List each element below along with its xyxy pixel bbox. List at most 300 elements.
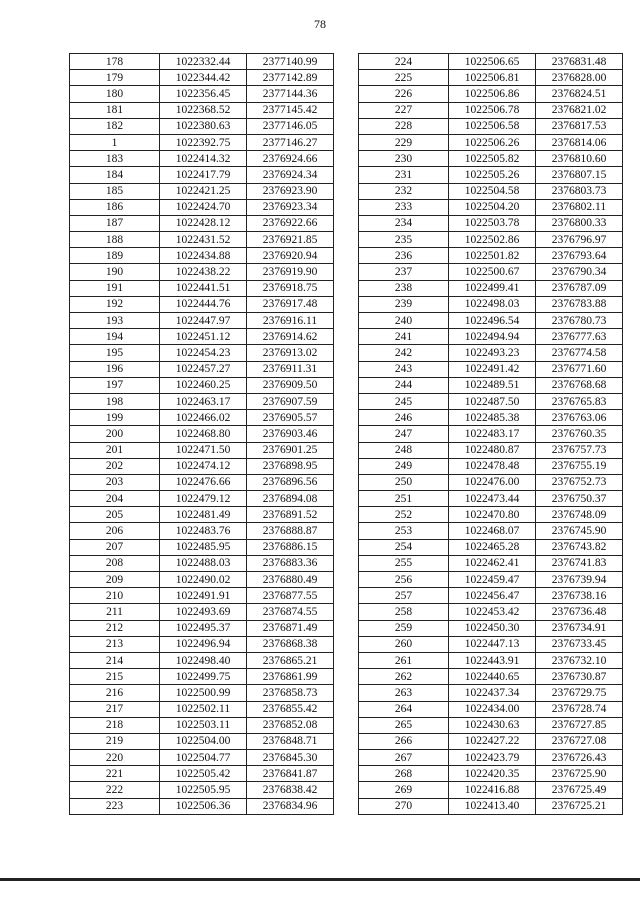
y-coordinate-cell: 2376911.31 [247, 361, 334, 377]
x-coordinate-cell: 1022476.00 [449, 474, 536, 490]
table-row [359, 199, 623, 215]
point-number-cell: 254 [359, 539, 449, 555]
y-coordinate-cell: 2377146.27 [247, 134, 334, 150]
table-row [70, 296, 334, 312]
coordinates-table-right [358, 53, 623, 815]
y-coordinate-cell: 2376738.16 [536, 588, 623, 604]
point-number-cell: 178 [70, 54, 160, 70]
point-number-cell: 243 [359, 361, 449, 377]
table-row [70, 507, 334, 523]
point-number-cell: 220 [70, 750, 160, 766]
table-row [70, 377, 334, 393]
point-number-cell: 258 [359, 604, 449, 620]
y-coordinate-cell: 2376901.25 [247, 442, 334, 458]
point-number-cell: 267 [359, 750, 449, 766]
point-number-cell: 212 [70, 620, 160, 636]
y-coordinate-cell: 2376868.38 [247, 636, 334, 652]
point-number-cell: 211 [70, 604, 160, 620]
table-row [359, 701, 623, 717]
y-coordinate-cell: 2376855.42 [247, 701, 334, 717]
point-number-cell: 180 [70, 86, 160, 102]
y-coordinate-cell: 2376780.73 [536, 313, 623, 329]
x-coordinate-cell: 1022463.17 [160, 393, 247, 409]
x-coordinate-cell: 1022502.11 [160, 701, 247, 717]
table-row [70, 232, 334, 248]
y-coordinate-cell: 2376807.15 [536, 167, 623, 183]
x-coordinate-cell: 1022487.50 [449, 393, 536, 409]
table-row [70, 636, 334, 652]
x-coordinate-cell: 1022344.42 [160, 70, 247, 86]
table-row [359, 377, 623, 393]
point-number-cell: 237 [359, 264, 449, 280]
y-coordinate-cell: 2376918.75 [247, 280, 334, 296]
table-row [359, 313, 623, 329]
table-row [359, 410, 623, 426]
y-coordinate-cell: 2376817.53 [536, 118, 623, 134]
y-coordinate-cell: 2376909.50 [247, 377, 334, 393]
table-row [70, 766, 334, 782]
x-coordinate-cell: 1022500.99 [160, 685, 247, 701]
y-coordinate-cell: 2376787.09 [536, 280, 623, 296]
point-number-cell: 205 [70, 507, 160, 523]
x-coordinate-cell: 1022473.44 [449, 491, 536, 507]
bottom-rule [0, 878, 640, 881]
y-coordinate-cell: 2376919.90 [247, 264, 334, 280]
table-row [359, 102, 623, 118]
x-coordinate-cell: 1022470.80 [449, 507, 536, 523]
y-coordinate-cell: 2376725.21 [536, 798, 623, 814]
table-row [359, 685, 623, 701]
table-row [359, 669, 623, 685]
table-row [359, 750, 623, 766]
table-row [359, 474, 623, 490]
point-number-cell: 188 [70, 232, 160, 248]
table-row [359, 458, 623, 474]
table-row [359, 588, 623, 604]
x-coordinate-cell: 1022451.12 [160, 329, 247, 345]
y-coordinate-cell: 2376730.87 [536, 669, 623, 685]
y-coordinate-cell: 2376905.57 [247, 410, 334, 426]
y-coordinate-cell: 2376874.55 [247, 604, 334, 620]
point-number-cell: 187 [70, 215, 160, 231]
table-row [359, 652, 623, 668]
y-coordinate-cell: 2376923.90 [247, 183, 334, 199]
y-coordinate-cell: 2376858.73 [247, 685, 334, 701]
y-coordinate-cell: 2376861.99 [247, 669, 334, 685]
x-coordinate-cell: 1022506.65 [449, 54, 536, 70]
y-coordinate-cell: 2376757.73 [536, 442, 623, 458]
point-number-cell: 242 [359, 345, 449, 361]
point-number-cell: 206 [70, 523, 160, 539]
point-number-cell: 201 [70, 442, 160, 458]
point-number-cell: 198 [70, 393, 160, 409]
x-coordinate-cell: 1022500.67 [449, 264, 536, 280]
y-coordinate-cell: 2376898.95 [247, 458, 334, 474]
x-coordinate-cell: 1022460.25 [160, 377, 247, 393]
table-row [70, 134, 334, 150]
point-number-cell: 263 [359, 685, 449, 701]
point-number-cell: 223 [70, 798, 160, 814]
x-coordinate-cell: 1022498.03 [449, 296, 536, 312]
y-coordinate-cell: 2376732.10 [536, 652, 623, 668]
x-coordinate-cell: 1022416.88 [449, 782, 536, 798]
x-coordinate-cell: 1022466.02 [160, 410, 247, 426]
x-coordinate-cell: 1022431.52 [160, 232, 247, 248]
x-coordinate-cell: 1022447.97 [160, 313, 247, 329]
y-coordinate-cell: 2376824.51 [536, 86, 623, 102]
point-number-cell: 186 [70, 199, 160, 215]
y-coordinate-cell: 2376831.48 [536, 54, 623, 70]
y-coordinate-cell: 2376814.06 [536, 134, 623, 150]
x-coordinate-cell: 1022437.34 [449, 685, 536, 701]
point-number-cell: 221 [70, 766, 160, 782]
y-coordinate-cell: 2376725.90 [536, 766, 623, 782]
table-row [359, 54, 623, 70]
point-number-cell: 235 [359, 232, 449, 248]
table-row [70, 750, 334, 766]
table-row [359, 555, 623, 571]
table-row [359, 620, 623, 636]
x-coordinate-cell: 1022503.78 [449, 215, 536, 231]
table-row [359, 183, 623, 199]
y-coordinate-cell: 2376741.83 [536, 555, 623, 571]
table-row [359, 118, 623, 134]
x-coordinate-cell: 1022456.47 [449, 588, 536, 604]
x-coordinate-cell: 1022476.66 [160, 474, 247, 490]
point-number-cell: 183 [70, 151, 160, 167]
y-coordinate-cell: 2376760.35 [536, 426, 623, 442]
table-row [70, 102, 334, 118]
x-coordinate-cell: 1022493.23 [449, 345, 536, 361]
y-coordinate-cell: 2376771.60 [536, 361, 623, 377]
x-coordinate-cell: 1022453.42 [449, 604, 536, 620]
y-coordinate-cell: 2376903.46 [247, 426, 334, 442]
table-row [70, 118, 334, 134]
y-coordinate-cell: 2376774.58 [536, 345, 623, 361]
y-coordinate-cell: 2376923.34 [247, 199, 334, 215]
x-coordinate-cell: 1022495.37 [160, 620, 247, 636]
y-coordinate-cell: 2376802.11 [536, 199, 623, 215]
table-row [70, 280, 334, 296]
y-coordinate-cell: 2376821.02 [536, 102, 623, 118]
point-number-cell: 268 [359, 766, 449, 782]
y-coordinate-cell: 2376888.87 [247, 523, 334, 539]
x-coordinate-cell: 1022468.07 [449, 523, 536, 539]
y-coordinate-cell: 2376745.90 [536, 523, 623, 539]
y-coordinate-cell: 2376796.97 [536, 232, 623, 248]
point-number-cell: 257 [359, 588, 449, 604]
point-number-cell: 199 [70, 410, 160, 426]
table-row [359, 766, 623, 782]
point-number-cell: 262 [359, 669, 449, 685]
point-number-cell: 241 [359, 329, 449, 345]
x-coordinate-cell: 1022490.02 [160, 572, 247, 588]
point-number-cell: 181 [70, 102, 160, 118]
x-coordinate-cell: 1022506.86 [449, 86, 536, 102]
point-number-cell: 222 [70, 782, 160, 798]
x-coordinate-cell: 1022417.79 [160, 167, 247, 183]
point-number-cell: 182 [70, 118, 160, 134]
point-number-cell: 250 [359, 474, 449, 490]
y-coordinate-cell: 2376728.74 [536, 701, 623, 717]
table-row [70, 798, 334, 814]
y-coordinate-cell: 2376752.73 [536, 474, 623, 490]
point-number-cell: 209 [70, 572, 160, 588]
table-row [359, 296, 623, 312]
x-coordinate-cell: 1022447.13 [449, 636, 536, 652]
point-number-cell: 189 [70, 248, 160, 264]
table-row [359, 280, 623, 296]
x-coordinate-cell: 1022414.32 [160, 151, 247, 167]
x-coordinate-cell: 1022485.38 [449, 410, 536, 426]
point-number-cell: 196 [70, 361, 160, 377]
point-number-cell: 184 [70, 167, 160, 183]
y-coordinate-cell: 2376725.49 [536, 782, 623, 798]
x-coordinate-cell: 1022506.36 [160, 798, 247, 814]
table-row [70, 782, 334, 798]
y-coordinate-cell: 2376917.48 [247, 296, 334, 312]
y-coordinate-cell: 2376734.91 [536, 620, 623, 636]
table-row [70, 491, 334, 507]
x-coordinate-cell: 1022504.77 [160, 750, 247, 766]
table-row [70, 620, 334, 636]
point-number-cell: 270 [359, 798, 449, 814]
table-row [359, 491, 623, 507]
table-row [70, 701, 334, 717]
point-number-cell: 208 [70, 555, 160, 571]
x-coordinate-cell: 1022434.00 [449, 701, 536, 717]
x-coordinate-cell: 1022483.17 [449, 426, 536, 442]
point-number-cell: 244 [359, 377, 449, 393]
table-row [70, 264, 334, 280]
table-row [359, 215, 623, 231]
y-coordinate-cell: 2376852.08 [247, 717, 334, 733]
x-coordinate-cell: 1022496.54 [449, 313, 536, 329]
x-coordinate-cell: 1022506.78 [449, 102, 536, 118]
point-number-cell: 264 [359, 701, 449, 717]
point-number-cell: 229 [359, 134, 449, 150]
x-coordinate-cell: 1022332.44 [160, 54, 247, 70]
y-coordinate-cell: 2376790.34 [536, 264, 623, 280]
point-number-cell: 195 [70, 345, 160, 361]
x-coordinate-cell: 1022506.58 [449, 118, 536, 134]
y-coordinate-cell: 2377144.36 [247, 86, 334, 102]
x-coordinate-cell: 1022421.25 [160, 183, 247, 199]
point-number-cell: 190 [70, 264, 160, 280]
x-coordinate-cell: 1022502.86 [449, 232, 536, 248]
table-row [70, 652, 334, 668]
point-number-cell: 239 [359, 296, 449, 312]
x-coordinate-cell: 1022493.69 [160, 604, 247, 620]
y-coordinate-cell: 2376914.62 [247, 329, 334, 345]
x-coordinate-cell: 1022413.40 [449, 798, 536, 814]
point-number-cell: 251 [359, 491, 449, 507]
x-coordinate-cell: 1022505.42 [160, 766, 247, 782]
point-number-cell: 216 [70, 685, 160, 701]
y-coordinate-cell: 2376765.83 [536, 393, 623, 409]
y-coordinate-cell: 2376828.00 [536, 70, 623, 86]
table-row [70, 669, 334, 685]
point-number-cell: 204 [70, 491, 160, 507]
table-row [359, 442, 623, 458]
table-row [70, 248, 334, 264]
x-coordinate-cell: 1022368.52 [160, 102, 247, 118]
x-coordinate-cell: 1022504.58 [449, 183, 536, 199]
table-row [70, 474, 334, 490]
point-number-cell: 248 [359, 442, 449, 458]
point-number-cell: 203 [70, 474, 160, 490]
y-coordinate-cell: 2376834.96 [247, 798, 334, 814]
table-row [70, 151, 334, 167]
y-coordinate-cell: 2376921.85 [247, 232, 334, 248]
point-number-cell: 185 [70, 183, 160, 199]
table-row [70, 313, 334, 329]
y-coordinate-cell: 2376750.37 [536, 491, 623, 507]
table-row [70, 458, 334, 474]
x-coordinate-cell: 1022494.94 [449, 329, 536, 345]
table-row [70, 393, 334, 409]
point-number-cell: 226 [359, 86, 449, 102]
y-coordinate-cell: 2376793.64 [536, 248, 623, 264]
table-row [70, 345, 334, 361]
table-row [70, 523, 334, 539]
point-number-cell: 231 [359, 167, 449, 183]
point-number-cell: 192 [70, 296, 160, 312]
point-number-cell: 217 [70, 701, 160, 717]
table-row [359, 798, 623, 814]
x-coordinate-cell: 1022504.20 [449, 199, 536, 215]
table-row [359, 426, 623, 442]
y-coordinate-cell: 2376848.71 [247, 733, 334, 749]
table-row [359, 733, 623, 749]
point-number-cell: 236 [359, 248, 449, 264]
table-row [359, 86, 623, 102]
x-coordinate-cell: 1022471.50 [160, 442, 247, 458]
table-row [70, 86, 334, 102]
point-number-cell: 234 [359, 215, 449, 231]
point-number-cell: 260 [359, 636, 449, 652]
point-number-cell: 1 [70, 134, 160, 150]
point-number-cell: 213 [70, 636, 160, 652]
point-number-cell: 214 [70, 652, 160, 668]
y-coordinate-cell: 2376865.21 [247, 652, 334, 668]
table-row [359, 507, 623, 523]
x-coordinate-cell: 1022498.40 [160, 652, 247, 668]
point-number-cell: 269 [359, 782, 449, 798]
table-row [359, 345, 623, 361]
table-row [70, 442, 334, 458]
point-number-cell: 266 [359, 733, 449, 749]
y-coordinate-cell: 2376777.63 [536, 329, 623, 345]
x-coordinate-cell: 1022443.91 [449, 652, 536, 668]
y-coordinate-cell: 2376803.73 [536, 183, 623, 199]
point-number-cell: 246 [359, 410, 449, 426]
x-coordinate-cell: 1022505.95 [160, 782, 247, 798]
x-coordinate-cell: 1022438.22 [160, 264, 247, 280]
point-number-cell: 265 [359, 717, 449, 733]
y-coordinate-cell: 2376763.06 [536, 410, 623, 426]
x-coordinate-cell: 1022499.75 [160, 669, 247, 685]
point-number-cell: 230 [359, 151, 449, 167]
x-coordinate-cell: 1022427.22 [449, 733, 536, 749]
y-coordinate-cell: 2376743.82 [536, 539, 623, 555]
table-row [70, 70, 334, 86]
point-number-cell: 232 [359, 183, 449, 199]
point-number-cell: 228 [359, 118, 449, 134]
y-coordinate-cell: 2376924.34 [247, 167, 334, 183]
x-coordinate-cell: 1022423.79 [449, 750, 536, 766]
x-coordinate-cell: 1022420.35 [449, 766, 536, 782]
y-coordinate-cell: 2376920.94 [247, 248, 334, 264]
x-coordinate-cell: 1022496.94 [160, 636, 247, 652]
table-row [70, 54, 334, 70]
y-coordinate-cell: 2376841.87 [247, 766, 334, 782]
point-number-cell: 259 [359, 620, 449, 636]
point-number-cell: 238 [359, 280, 449, 296]
x-coordinate-cell: 1022468.80 [160, 426, 247, 442]
y-coordinate-cell: 2376883.36 [247, 555, 334, 571]
y-coordinate-cell: 2377145.42 [247, 102, 334, 118]
table-row [70, 183, 334, 199]
x-coordinate-cell: 1022499.41 [449, 280, 536, 296]
table-row [70, 361, 334, 377]
point-number-cell: 245 [359, 393, 449, 409]
x-coordinate-cell: 1022392.75 [160, 134, 247, 150]
point-number-cell: 194 [70, 329, 160, 345]
y-coordinate-cell: 2376736.48 [536, 604, 623, 620]
x-coordinate-cell: 1022428.12 [160, 215, 247, 231]
x-coordinate-cell: 1022506.81 [449, 70, 536, 86]
point-number-cell: 253 [359, 523, 449, 539]
table-row [70, 555, 334, 571]
table-row [70, 215, 334, 231]
table-row [70, 199, 334, 215]
x-coordinate-cell: 1022491.91 [160, 588, 247, 604]
y-coordinate-cell: 2376733.45 [536, 636, 623, 652]
x-coordinate-cell: 1022501.82 [449, 248, 536, 264]
y-coordinate-cell: 2376768.68 [536, 377, 623, 393]
table-row [70, 733, 334, 749]
point-number-cell: 193 [70, 313, 160, 329]
x-coordinate-cell: 1022481.49 [160, 507, 247, 523]
point-number-cell: 219 [70, 733, 160, 749]
y-coordinate-cell: 2377140.99 [247, 54, 334, 70]
y-coordinate-cell: 2376877.55 [247, 588, 334, 604]
point-number-cell: 225 [359, 70, 449, 86]
point-number-cell: 247 [359, 426, 449, 442]
y-coordinate-cell: 2376810.60 [536, 151, 623, 167]
point-number-cell: 179 [70, 70, 160, 86]
table-row [359, 604, 623, 620]
y-coordinate-cell: 2376913.02 [247, 345, 334, 361]
y-coordinate-cell: 2377142.89 [247, 70, 334, 86]
y-coordinate-cell: 2376729.75 [536, 685, 623, 701]
x-coordinate-cell: 1022459.47 [449, 572, 536, 588]
table-row [359, 151, 623, 167]
table-row [359, 361, 623, 377]
point-number-cell: 191 [70, 280, 160, 296]
table-row [359, 393, 623, 409]
point-number-cell: 256 [359, 572, 449, 588]
table-row [359, 782, 623, 798]
x-coordinate-cell: 1022465.28 [449, 539, 536, 555]
y-coordinate-cell: 2376871.49 [247, 620, 334, 636]
x-coordinate-cell: 1022480.87 [449, 442, 536, 458]
table-row [359, 264, 623, 280]
y-coordinate-cell: 2376755.19 [536, 458, 623, 474]
y-coordinate-cell: 2376891.52 [247, 507, 334, 523]
x-coordinate-cell: 1022441.51 [160, 280, 247, 296]
